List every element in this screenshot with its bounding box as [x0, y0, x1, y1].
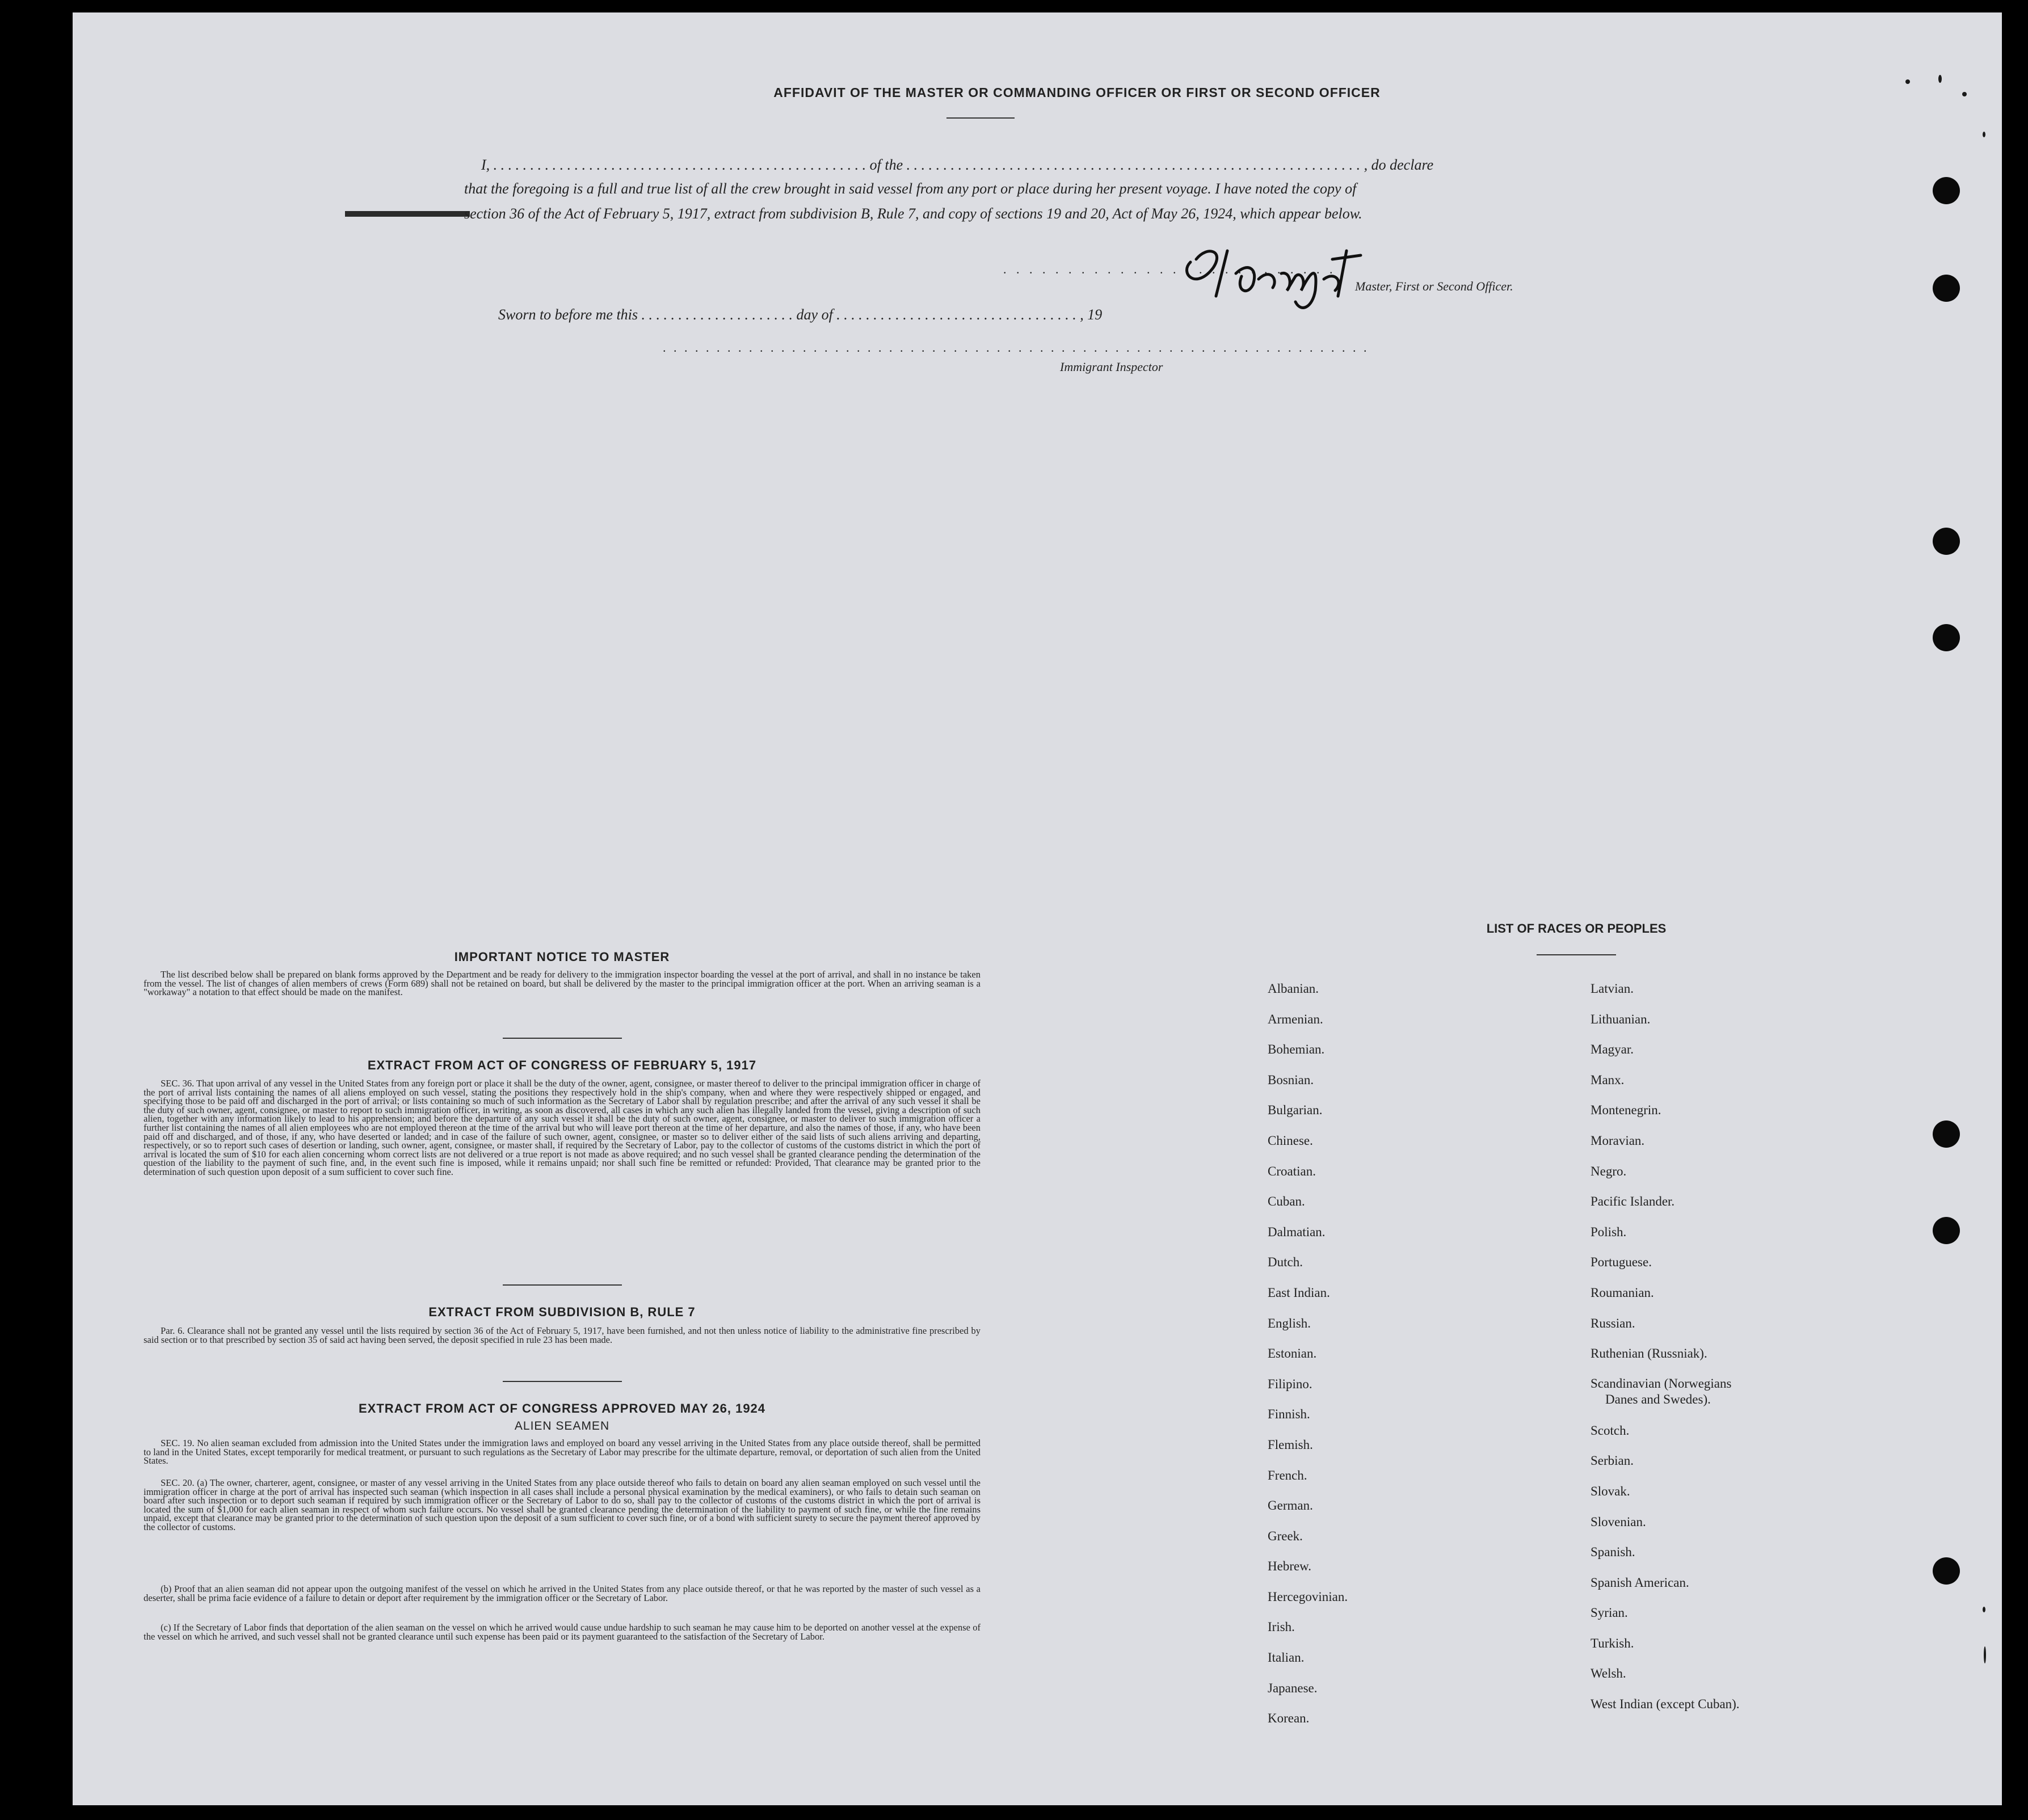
races-title: LIST OF RACES OR PEOPLES: [1486, 921, 1667, 936]
notice-text: The list described below shall be prepared on blank forms approved by the Department and be ready for delivery to the immigration inspector boarding the vessel at the port of arrival, and shall in no instance be taken from the vessel. The list of changes of alien members of crews (Form 689) shall not be retained on board, but shall be delivered by the master to the principal immigration officer at the port. When an arriving seaman is a "workaway" a notation to that effect should be made on the manifest.: [144, 969, 981, 998]
race-item: Cuban.: [1268, 1194, 1305, 1209]
punch-hole: [1933, 1217, 1960, 1244]
race-item: Portuguese.: [1591, 1255, 1652, 1270]
race-item: Negro.: [1591, 1164, 1627, 1178]
race-item: Bosnian.: [1268, 1072, 1314, 1087]
signature-dotted-line: . . . . . . . . . . . . . . . . . . . . . . . . . .: [1003, 262, 1336, 276]
race-item: Croatian.: [1268, 1164, 1316, 1178]
race-item: Hercegovinian.: [1268, 1589, 1348, 1604]
race-item: Filipino.: [1268, 1376, 1312, 1391]
race-item: Pacific Islander.: [1591, 1194, 1675, 1209]
race-item: English.: [1268, 1316, 1311, 1330]
race-item: Scandinavian (Norwegians: [1591, 1376, 1732, 1391]
race-item: Spanish American.: [1591, 1575, 1689, 1590]
race-item: Lithuanian.: [1591, 1012, 1651, 1026]
speck: [1938, 75, 1942, 83]
race-item: Scotch.: [1591, 1423, 1630, 1438]
divider: [503, 1284, 622, 1286]
punch-hole: [1933, 1120, 1960, 1148]
extract-1924-title: EXTRACT FROM ACT OF CONGRESS APPROVED MAY 26, 1924: [358, 1401, 766, 1415]
race-item: Hebrew.: [1268, 1559, 1312, 1574]
race-item: Moravian.: [1591, 1133, 1645, 1148]
race-item: Greek.: [1268, 1528, 1303, 1543]
affidavit-line-1: I, . . . . . . . . . . . . . . . . . . . . . . . . . . . . . . . . . . . . . . . . . . . . . . . . . . . of the . . . . . . . . . . . . . . . . . . . . . . . . . . . . . . . . . . . . . . . . . . . . . . . . . . . . . . . . . . . . . . , do declare: [481, 157, 1434, 173]
punch-hole: [1933, 624, 1960, 651]
sworn-line: Sworn to before me this . . . . . . . . . . . . . . . . . . . . . day of . . . . . . . . . . . . . . . . . . . . . . . . . . . . . . . . . , 19: [498, 306, 1103, 323]
divider: [1537, 954, 1616, 955]
speck: [1962, 92, 1967, 96]
race-item: Dalmatian.: [1268, 1224, 1326, 1239]
race-item: Syrian.: [1591, 1606, 1628, 1620]
speck: [1984, 1646, 1986, 1663]
race-item: French.: [1268, 1468, 1307, 1482]
race-item: Roumanian.: [1591, 1285, 1654, 1300]
affidavit-title: AFFIDAVIT OF THE MASTER OR COMMANDING OFFICER OR FIRST OR SECOND OFFICER: [773, 85, 1381, 100]
race-item: Danes and Swedes).: [1605, 1392, 1711, 1406]
race-item: Latvian.: [1591, 981, 1634, 996]
race-item: Slovak.: [1591, 1484, 1630, 1498]
race-item: Flemish.: [1268, 1437, 1313, 1452]
race-item: Serbian.: [1591, 1454, 1634, 1468]
race-item: East Indian.: [1268, 1285, 1330, 1300]
race-item: Dutch.: [1268, 1255, 1303, 1270]
race-item: Japanese.: [1268, 1680, 1318, 1695]
sec19-text: SEC. 19. No alien seaman excluded from admission into the United States under the immigration laws and employed on board any vessel arriving in the United States from any place outside thereof, shall be permitted to land in the United States, except temporarily for medical treatment, or pursuant to such regulations as the Secretary of Labor may prescribe for the ultimate departure, removal, or deportation of such alien from the United States.: [144, 1438, 981, 1467]
sec20c-text: (c) If the Secretary of Labor finds that deportation of the alien seaman on the vessel on which he arrived would cause undue hardship to such seaman he may cause him to be deported on another vessel at the expense of the vessel on which he arrived, and such vessel shall not be granted clearance until such expense has been paid or its payment guaranteed to the satisfaction of the Secretary of Labor.: [144, 1622, 981, 1642]
handwritten-signature: [1173, 228, 1469, 313]
document-page: [73, 12, 2002, 1805]
speck: [1905, 79, 1910, 84]
divider: [946, 117, 1015, 119]
alien-seamen-subtitle: ALIEN SEAMEN: [514, 1419, 610, 1433]
sec20a-text: SEC. 20. (a) The owner, charterer, agent, consignee, or master of any vessel arriving in the United States from any place outside thereof who fails to detain on board any alien seaman employed on such vessel until the immigration officer in charge at the port of arrival has inspected such seaman (which inspection in all cases shall include a personal physical examination by the medical examiners), or who fails to detain such seaman on board after such inspection or to deport such seaman if required by such immigration officer or the Secretary of Labor to do so, shall pay to the collector of customs of the customs district in which the port of arrival is located the sum of $1,000 for each alien seaman in respect of whom such failure occurs. No vessel shall be granted clearance pending the determination of the liability to payment of such fine, or while the fine remains unpaid, except that clearance may be granted prior to the determination of such question upon the deposit of a sum sufficient to cover such fine, or of a bond with sufficient surety to secure the payment thereof approved by the collector of customs.: [144, 1477, 981, 1532]
race-item: Polish.: [1591, 1224, 1627, 1239]
extract-rule7-title: EXTRACT FROM SUBDIVISION B, RULE 7: [428, 1305, 696, 1319]
races-column-2: [1591, 974, 1740, 1720]
divider: [503, 1038, 622, 1039]
race-item: Spanish.: [1591, 1545, 1635, 1560]
race-item: Turkish.: [1591, 1636, 1634, 1650]
inspector-caption: Immigrant Inspector: [1060, 360, 1163, 374]
race-item: Russian.: [1591, 1316, 1635, 1330]
race-item: Welsh.: [1591, 1666, 1626, 1681]
extract-1917-title: EXTRACT FROM ACT OF CONGRESS OF FEBRUARY 5, 1917: [367, 1058, 757, 1072]
punch-hole: [1933, 528, 1960, 555]
notice-title: IMPORTANT NOTICE TO MASTER: [454, 950, 670, 964]
race-item: Slovenian.: [1591, 1514, 1646, 1529]
race-item: Bulgarian.: [1268, 1103, 1323, 1118]
speck: [1983, 1607, 1985, 1612]
race-item: Estonian.: [1268, 1346, 1317, 1361]
race-item: Finnish.: [1268, 1407, 1310, 1422]
punch-hole: [1933, 275, 1960, 302]
redaction-mark: [345, 211, 470, 217]
race-item: Irish.: [1268, 1620, 1295, 1634]
speck: [1983, 132, 1985, 137]
race-item: Montenegrin.: [1591, 1103, 1661, 1118]
race-item: Ruthenian (Russniak).: [1591, 1346, 1707, 1361]
race-item: Magyar.: [1591, 1042, 1634, 1057]
punch-hole: [1933, 1557, 1960, 1585]
inspector-dotted-line: . . . . . . . . . . . . . . . . . . . . . . . . . . . . . . . . . . . . . . . . . . . . . . . . . . . . . . . . . . . . . . . . . .: [663, 340, 1369, 355]
race-item: Italian.: [1268, 1650, 1305, 1665]
race-item: Albanian.: [1268, 981, 1319, 996]
signature-caption: Master, First or Second Officer.: [1355, 279, 1513, 293]
extract-1917-text: SEC. 36. That upon arrival of any vessel in the United States from any foreign port or place it shall be the duty of the owner, agent, consignee, or master thereof to deliver to the principal immigration officer in charge of the port of arrival lists containing the names of all aliens employed on such vessel, stating the positions they respectively hold in the ship's company, when and where they were respectively shipped or engaged, and specifying those to be paid off and discharged in the port of arrival; or lists containing so much of such information as the Secretary of Labor shall by regulation prescribe; and after the arrival of any such vessel it shall be the duty of such owner, agent, consignee, or master to report to such immigration officer, in writing, as soon as discovered, all cases in which any such alien has illegally landed from the vessel, giving a description of such alien, together with any information likely to lead to his apprehension; and before the departure of any such vessel it shall be the duty of such owner, agent, consignee, or master to deliver to such immigration officer a further list containing the names of all alien employees who are not employed thereon at the time of the arrival but who will leave port thereon at the time of her departure, and also the names of those, if any, who have been paid off and discharged, and of those, if any, who have deserted or landed; and in case of the failure of such owner, agent, consignee, or master so to deliver either of the said lists of such aliens arriving and departing, respectively, or so to report such cases of desertion or landing, such owner, agent, consignee, or master shall, if required by the Secretary of Labor, pay to the collector of customs of the customs district in which the port of arrival is located the sum of $10 for each alien concerning whom correct lists are not delivered or a true report is not made as above required; and no such vessel shall be granted clearance pending the determination of the question of the liability to the payment of such fine, and, in the event such fine is imposed, while it remains unpaid; nor shall such fine be remitted or refunded: Provided, That clearance may be granted prior to the determination of such question upon deposit of a sum sufficient to cover such fine.: [144, 1078, 981, 1177]
extract-rule7-text: Par. 6. Clearance shall not be granted any vessel until the lists required by section 36 of the Act of February 5, 1917, have been furnished, and not then unless notice of liability to the administrative fine prescribed by said section or to that prescribed by section 35 of said act having been served, the deposit specified in rule 23 has been made.: [144, 1325, 981, 1345]
race-item: German.: [1268, 1498, 1313, 1513]
race-item: Armenian.: [1268, 1012, 1323, 1026]
affidavit-line-2: that the foregoing is a full and true list of all the crew brought in said vessel from any port or place during her present voyage. I have noted the copy of: [464, 180, 1357, 197]
race-item: Chinese.: [1268, 1133, 1313, 1148]
race-item: Korean.: [1268, 1711, 1310, 1726]
divider: [503, 1381, 622, 1382]
race-item: Bohemian.: [1268, 1042, 1325, 1057]
affidavit-line-3: section 36 of the Act of February 5, 1917, extract from subdivision B, Rule 7, and copy of sections 19 and 20, Act of May 26, 1924, which appear below.: [464, 205, 1362, 222]
sec20b-text: (b) Proof that an alien seaman did not appear upon the outgoing manifest of the vessel on which he arrived in the United States from any place outside thereof, or that he was reported by the master of such vessel as a deserter, shall be prima facie evidence of a failure to detain or deport after requirement by the immigration officer or the Secretary of Labor.: [144, 1583, 981, 1603]
punch-hole: [1933, 177, 1960, 204]
race-item: Manx.: [1591, 1072, 1625, 1087]
races-column-1: [1268, 974, 1348, 1734]
race-item: West Indian (except Cuban).: [1591, 1697, 1740, 1712]
